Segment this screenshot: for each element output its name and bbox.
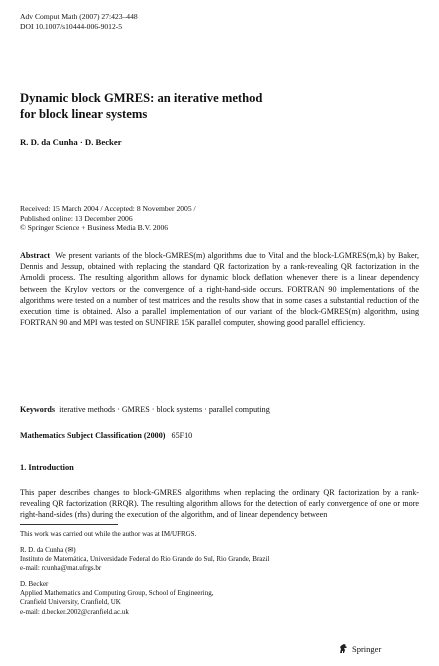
published-online: Published online: 13 December 2006: [20, 213, 133, 223]
doi: DOI 10.1007/s10444-006-9012-5: [20, 21, 123, 31]
affiliation-email: e-mail: rcunha@mat.ufrgs.br: [20, 564, 102, 573]
abstract: [20, 250, 419, 328]
footnote-rule: [20, 524, 118, 525]
abstract-label: Abstract: [20, 251, 51, 260]
msc-label: Mathematics Subject Classification (2000): [20, 431, 166, 440]
affiliation-author-1: [20, 546, 269, 574]
keywords-text: iterative methods · GMRES · block systems · parallel computing: [59, 405, 270, 414]
affiliation-institution-line-1: Applied Mathematics and Computing Group, School of Engineering,: [20, 589, 214, 598]
title-line-1: Dynamic block GMRES: an iterative method: [20, 91, 263, 105]
journal-header: [20, 12, 138, 31]
publisher-logo: [338, 643, 381, 654]
received-accepted: Received: 15 March 2004 / Accepted: 8 November 2005 /: [20, 204, 196, 213]
affiliation-email: e-mail: d.becker.2002@cranfield.ac.uk: [20, 607, 129, 616]
affiliation-author-2: [20, 580, 213, 617]
affiliation-name: R. D. da Cunha (✉): [20, 546, 76, 554]
journal-citation: Adv Comput Math (2007) 27:423–448: [20, 12, 138, 21]
footnote: This work was carried out while the author was at IM/UFRGS.: [20, 530, 197, 538]
section-heading: 1. Introduction: [20, 463, 74, 472]
paper-title: [20, 90, 350, 122]
introduction-text: This paper describes changes to block-GMRES algorithms when replacing the ordinary QR factorization by a rank-revealing QR factorization (RRQR). The resulting algorithm allows for the detection of early convergence of one or more right-hand-sides (rhs) during the execution of the algorithm, and of linear dependency between: [20, 488, 419, 520]
affiliation-institution: Instituto de Matemática, Universidade Federal do Rio Grande do Sul, Rio Grande, Brazil: [20, 555, 270, 564]
abstract-text: We present variants of the block-GMRES(m) algorithms due to Vital and the block-LGMRES(m,k) by Baker, Dennis and Jessup, obtained with replacing the standard QR factorization by a rank-revealing QR factorization in the Arnoldi process. The resulting algorithm allows for dynamic block deflation whenever there is a linear dependency between the Krylov vectors or the convergence of a right-hand-side occurs. FORTRAN 90 implementations of the algorithms were tested on a number of test matrices and the results show that in some cases a substantial reduction of the execution time is obtained. Also a parallel implementation of our variant of the block-GMRES(m) algorithm, using FORTRAN 90 and MPI was tested on SUNFIRE 15K parallel computer, showing good parallel efficiency.: [20, 251, 419, 328]
title-line-2: for block linear systems: [20, 107, 148, 121]
springer-horse-icon: [338, 643, 349, 654]
affiliation-institution-line-2: Cranfield University, Cranfield, UK: [20, 598, 121, 607]
publication-dates: [20, 204, 196, 233]
keywords: [20, 405, 270, 414]
copyright: © Springer Science + Business Media B.V. 2006: [20, 223, 169, 233]
msc-code: 65F10: [171, 431, 193, 440]
keywords-label: Keywords: [20, 405, 56, 414]
subject-classification: [20, 431, 192, 440]
publisher-name: Springer: [352, 643, 382, 654]
author-list: R. D. da Cunha · D. Becker: [20, 137, 122, 147]
affiliation-name: D. Becker: [20, 580, 49, 588]
